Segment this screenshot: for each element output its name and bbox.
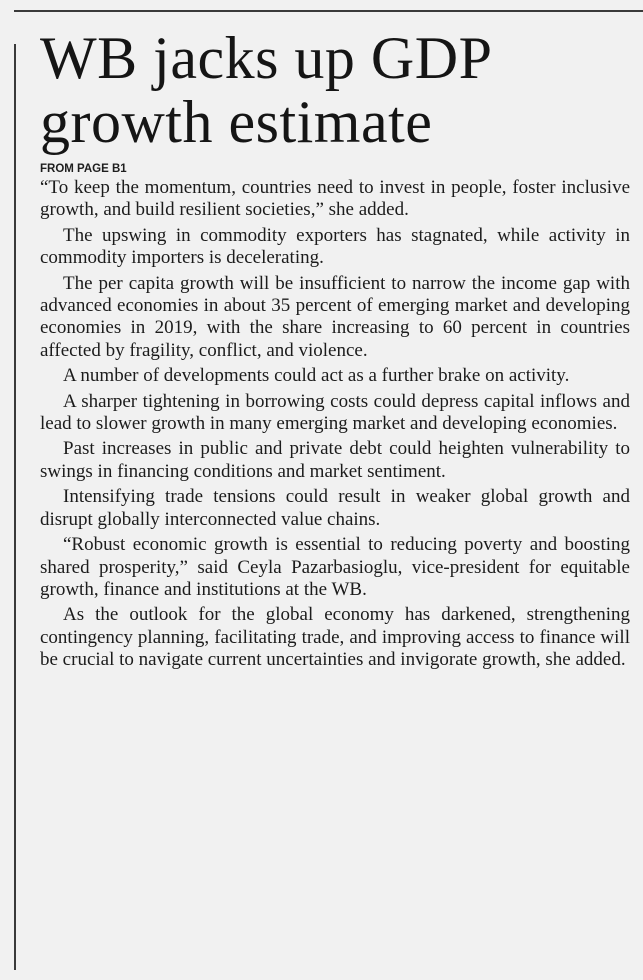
paragraph: As the outlook for the global economy has darkened, strengthening contingency planning, facilitating trade, and improving access to finance will be crucial to navigate current uncertainties and invigorate growth, she added. — [40, 604, 630, 671]
paragraph: “To keep the momentum, countries need to invest in people, foster inclusive growth, and build resilient societies,” she added. — [40, 177, 630, 221]
column-rule — [14, 44, 16, 970]
headline — [40, 26, 630, 154]
paragraph: A sharper tightening in borrowing costs could depress capital inflows and lead to slower growth in many emerging market and developing economies. — [40, 390, 630, 435]
article-body — [40, 177, 630, 672]
paragraph: Past increases in public and private debt could heighten vulnerability to swings in financing conditions and market sentiment. — [40, 438, 630, 482]
top-rule — [14, 10, 643, 12]
headline-line-2: growth estimate — [40, 89, 433, 155]
paragraph: Intensifying trade tensions could result in weaker global growth and disrupt globally interconnected value chains. — [40, 486, 630, 530]
continuation-kicker: FROM PAGE B1 — [40, 163, 127, 175]
paragraph: The per capita growth will be insufficient to narrow the income gap with advanced economies in about 35 percent of emerging market and developing economies in 2019, with the share increasing to 60 percent in countries affected by fragility, conflict, and violence. — [40, 272, 630, 361]
paragraph: The upswing in commodity exporters has stagnated, while activity in commodity importers is decelerating. — [40, 224, 630, 269]
paragraph: “Robust economic growth is essential to reducing poverty and boosting shared prosperity,” said Ceyla Pazarbasioglu, vice-president for equitable growth, finance and institutions at the WB. — [40, 534, 630, 600]
article — [40, 26, 630, 675]
headline-line-1: WB jacks up GDP — [40, 25, 493, 91]
paragraph: A number of developments could act as a further brake on activity. — [63, 365, 570, 387]
